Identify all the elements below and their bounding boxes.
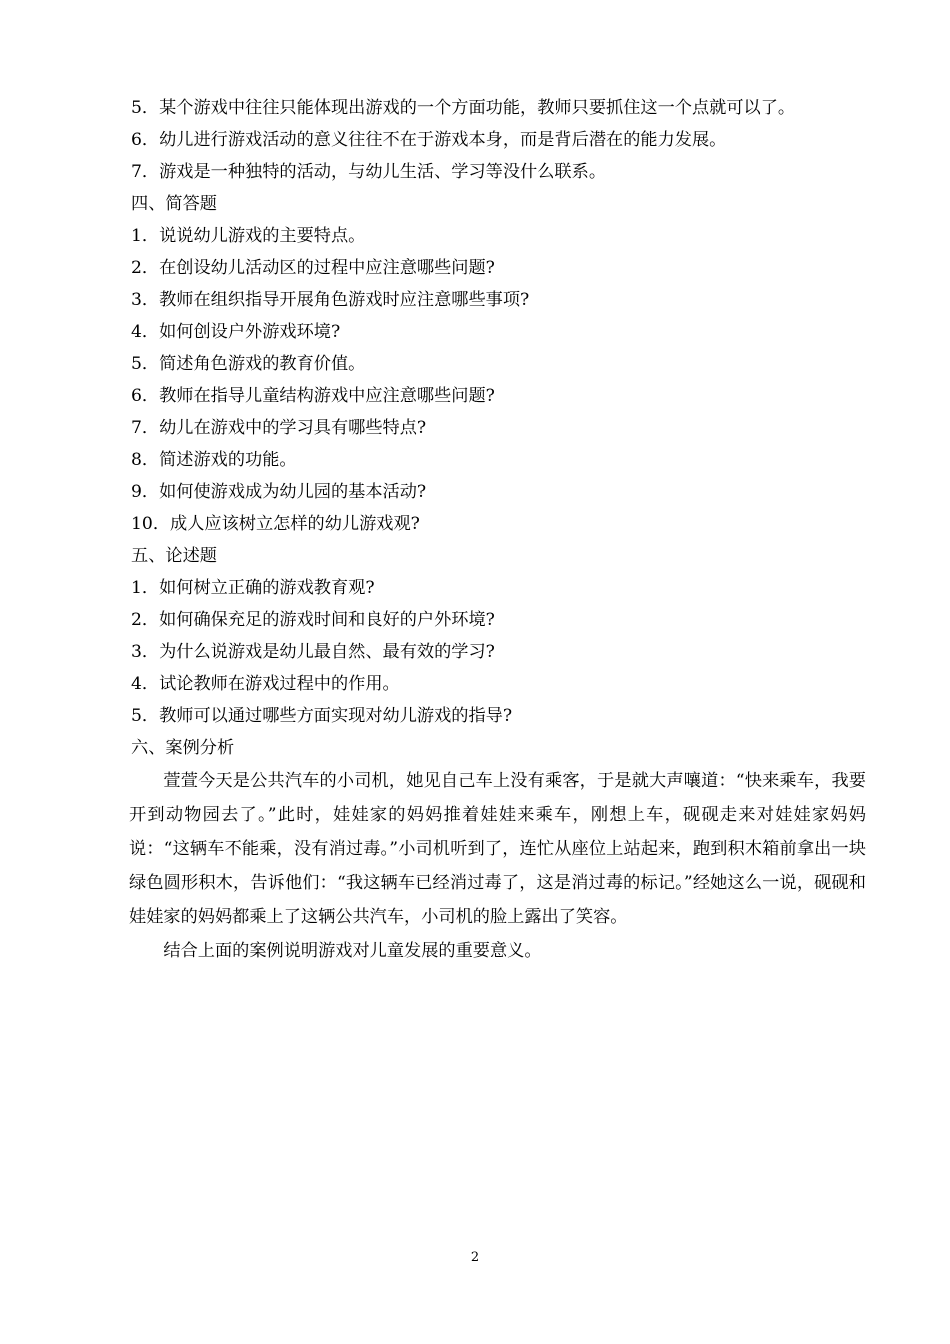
- page-number: 2: [470, 1250, 480, 1265]
- case-question: 结合上面的案例说明游戏对儿童发展的重要意义。: [163, 941, 542, 961]
- short-answer-item-5: 5．简述角色游戏的教育价值。: [131, 354, 366, 374]
- essay-item-3: 3．为什么说游戏是幼儿最自然、最有效的学习?: [131, 642, 495, 662]
- true-false-item-6: 6．幼儿进行游戏活动的意义往往不在于游戏本身，而是背后潜在的能力发展。: [131, 130, 727, 150]
- short-answer-item-4: 4．如何创设户外游戏环境?: [131, 322, 341, 342]
- short-answer-item-9: 9．如何使游戏成为幼儿园的基本活动?: [131, 482, 427, 502]
- short-answer-item-7: 7．幼儿在游戏中的学习具有哪些特点?: [131, 418, 427, 438]
- short-answer-item-10: 10．成人应该树立怎样的幼儿游戏观?: [131, 514, 420, 534]
- essay-item-5: 5．教师可以通过哪些方面实现对幼儿游戏的指导?: [131, 706, 513, 726]
- true-false-item-5: 5．某个游戏中往往只能体现出游戏的一个方面功能，教师只要抓住这一个点就可以了。: [131, 98, 796, 118]
- short-answer-item-1: 1．说说幼儿游戏的主要特点。: [131, 226, 366, 246]
- section-heading-essay: 五、论述题: [131, 546, 217, 566]
- page-content: [131, 92, 866, 968]
- short-answer-item-8: 8．简述游戏的功能。: [131, 450, 297, 470]
- section-heading-short-answer: 四、简答题: [131, 194, 217, 214]
- essay-item-2: 2．如何确保充足的游戏时间和良好的户外环境?: [131, 610, 495, 630]
- essay-item-1: 1．如何树立正确的游戏教育观?: [131, 578, 375, 598]
- true-false-item-7: 7．游戏是一种独特的活动，与幼儿生活、学习等没什么联系。: [131, 162, 607, 182]
- short-answer-item-6: 6．教师在指导儿童结构游戏中应注意哪些问题?: [131, 386, 495, 406]
- essay-item-4: 4．试论教师在游戏过程中的作用。: [131, 674, 400, 694]
- case-paragraph: 萱萱今天是公共汽车的小司机，她见自己车上没有乘客，于是就大声嚷道：“快来乘车，我要开到动物园去了。”此时，娃娃家的妈妈推着娃娃来乘车，刚想上车，砚砚走来对娃娃家妈妈说：“这辆车不能乘，没有消过毒。”小司机听到了，连忙从座位上站起来，跑到积木箱前拿出一块绿色圆形积木，告诉他们：“我这辆车已经消过毒了，这是消过毒的标记。”经她这么一说，砚砚和娃娃家的妈妈都乘上了这辆公共汽车，小司机的脸上露出了笑容。: [129, 771, 866, 927]
- section-heading-case-analysis: 六、案例分析: [131, 738, 235, 758]
- short-answer-item-3: 3．教师在组织指导开展角色游戏时应注意哪些事项?: [131, 290, 530, 310]
- short-answer-item-2: 2．在创设幼儿活动区的过程中应注意哪些问题?: [131, 258, 495, 278]
